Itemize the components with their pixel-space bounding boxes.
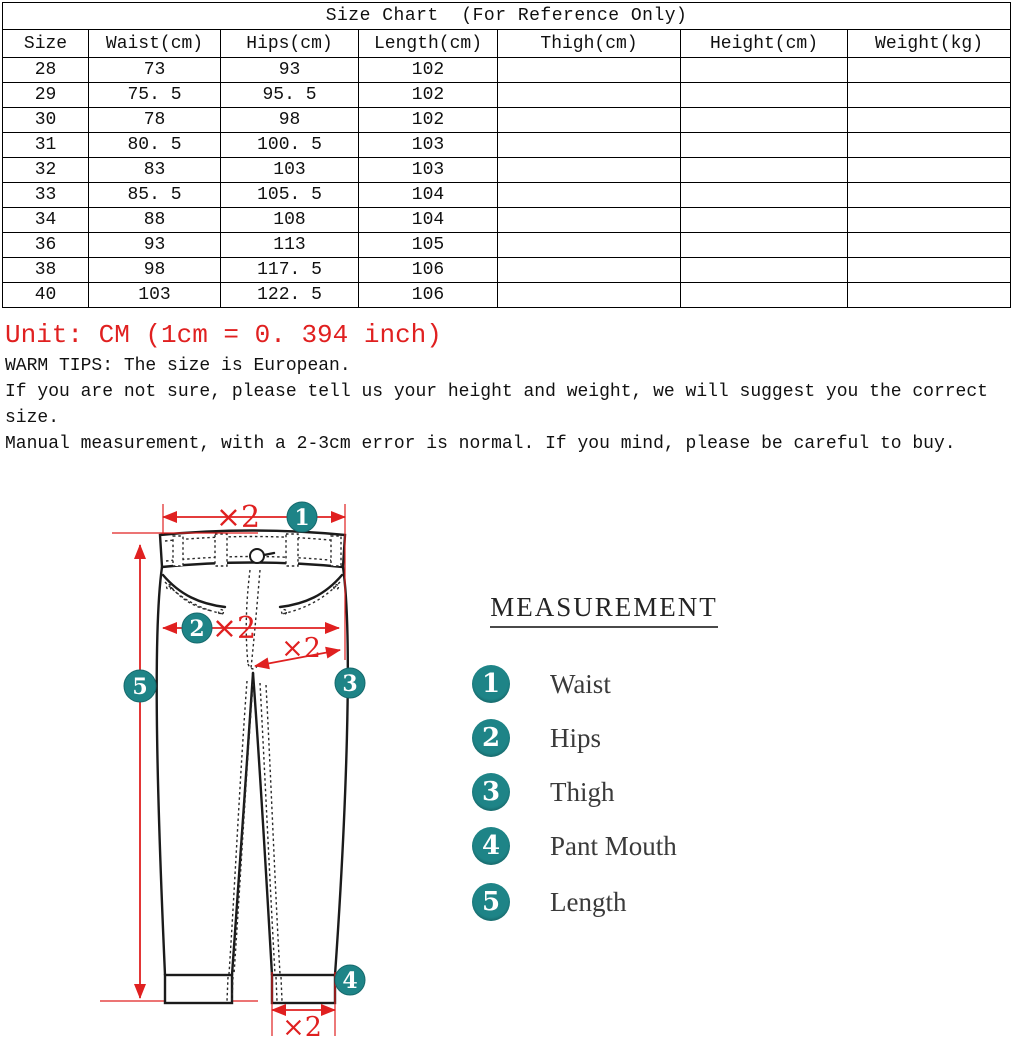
table-cell: 108 xyxy=(221,208,359,233)
table-cell xyxy=(498,83,681,108)
legend-item xyxy=(472,827,677,865)
table-cell: 122. 5 xyxy=(221,283,359,308)
table-cell xyxy=(681,58,848,83)
column-header: Waist(cm) xyxy=(89,30,221,58)
marker-5-number: 5 xyxy=(132,674,148,700)
table-cell xyxy=(848,158,1011,183)
waist-button xyxy=(250,549,264,563)
table-cell: 104 xyxy=(359,183,498,208)
table-cell xyxy=(848,133,1011,158)
table-cell xyxy=(498,133,681,158)
pant-mouth-multiplier-label: ×2 xyxy=(282,1012,322,1042)
table-cell xyxy=(498,183,681,208)
table-row xyxy=(3,233,1011,258)
table-cell xyxy=(681,83,848,108)
legend-item-label: Waist xyxy=(550,668,611,699)
table-row xyxy=(3,158,1011,183)
table-cell: 103 xyxy=(89,283,221,308)
column-header: Length(cm) xyxy=(359,30,498,58)
column-header: Hips(cm) xyxy=(221,30,359,58)
table-cell: 80. 5 xyxy=(89,133,221,158)
table-cell: 30 xyxy=(3,108,89,133)
hips-multiplier-label: ×2 xyxy=(211,611,257,646)
tip-sizing: If you are not sure, please tell us your height and weight, we will suggest you the correct size. xyxy=(5,382,988,428)
table-cell xyxy=(498,233,681,258)
table-title: Size Chart (For Reference Only) xyxy=(3,3,1011,30)
table-cell xyxy=(681,233,848,258)
table-header-row xyxy=(3,30,1011,58)
table-cell: 100. 5 xyxy=(221,133,359,158)
table-cell xyxy=(848,233,1011,258)
marker-3-number: 3 xyxy=(342,671,358,697)
table-row xyxy=(3,208,1011,233)
table-cell xyxy=(681,183,848,208)
table-cell: 38 xyxy=(3,258,89,283)
marker-4-number: 4 xyxy=(342,968,358,994)
legend-number-badge: 1 xyxy=(472,665,510,703)
table-cell: 93 xyxy=(89,233,221,258)
table-cell: 32 xyxy=(3,158,89,183)
legend-item-label: Length xyxy=(550,886,627,917)
table-cell xyxy=(498,58,681,83)
table-cell: 31 xyxy=(3,133,89,158)
pants-drawing xyxy=(157,531,348,1004)
table-cell xyxy=(848,108,1011,133)
unit-note: Unit: CM (1cm = 0. 394 inch) xyxy=(5,320,442,350)
marker-2-number: 2 xyxy=(189,616,205,642)
pants-fill xyxy=(157,531,348,1004)
size-table xyxy=(2,2,1011,308)
table-cell: 106 xyxy=(359,258,498,283)
table-cell xyxy=(498,258,681,283)
legend-number-badge: 5 xyxy=(472,883,510,921)
table-cell xyxy=(848,58,1011,83)
waist-multiplier-label: ×2 xyxy=(215,500,261,535)
table-cell xyxy=(681,258,848,283)
legend-item-label: Pant Mouth xyxy=(550,830,677,861)
table-cell: 103 xyxy=(359,158,498,183)
table-cell: 83 xyxy=(89,158,221,183)
table-cell: 29 xyxy=(3,83,89,108)
table-cell: 40 xyxy=(3,283,89,308)
table-row xyxy=(3,183,1011,208)
table-cell xyxy=(848,83,1011,108)
table-cell: 93 xyxy=(221,58,359,83)
table-row xyxy=(3,258,1011,283)
table-cell: 88 xyxy=(89,208,221,233)
table-cell xyxy=(498,158,681,183)
belt-loop xyxy=(286,534,298,566)
legend-item xyxy=(472,883,626,921)
table-cell xyxy=(681,208,848,233)
pants-measurement-diagram xyxy=(88,488,454,1042)
table-title-row xyxy=(3,3,1011,30)
table-cell: 73 xyxy=(89,58,221,83)
table-cell: 105 xyxy=(359,233,498,258)
column-header: Height(cm) xyxy=(681,30,848,58)
belt-loop xyxy=(173,536,183,566)
table-cell: 98 xyxy=(221,108,359,133)
belt-loop xyxy=(331,536,341,566)
table-cell xyxy=(498,283,681,308)
table-cell xyxy=(498,208,681,233)
legend-heading: MEASUREMENT xyxy=(490,592,718,628)
table-cell xyxy=(498,108,681,133)
column-header: Thigh(cm) xyxy=(498,30,681,58)
table-cell: 95. 5 xyxy=(221,83,359,108)
table-row xyxy=(3,283,1011,308)
column-header: Weight(kg) xyxy=(848,30,1011,58)
legend-number-badge: 4 xyxy=(472,827,510,865)
left-cuff xyxy=(165,975,232,1003)
thigh-multiplier-label: ×2 xyxy=(281,633,321,664)
table-cell: 113 xyxy=(221,233,359,258)
legend-item-label: Hips xyxy=(550,722,602,753)
table-cell: 117. 5 xyxy=(221,258,359,283)
legend-number-badge: 3 xyxy=(472,773,510,811)
table-cell: 103 xyxy=(359,133,498,158)
tip-measurement: Manual measurement, with a 2-3cm error is normal. If you mind, please be careful to buy. xyxy=(5,434,956,454)
legend-item xyxy=(472,773,615,811)
tip-warm: WARM TIPS: The size is European. xyxy=(5,356,351,376)
table-cell: 78 xyxy=(89,108,221,133)
table-cell: 98 xyxy=(89,258,221,283)
table-cell: 103 xyxy=(221,158,359,183)
table-row xyxy=(3,108,1011,133)
table-cell xyxy=(681,283,848,308)
table-row xyxy=(3,58,1011,83)
table-cell xyxy=(848,283,1011,308)
warm-tips xyxy=(5,353,1009,457)
table-cell xyxy=(681,158,848,183)
belt-loop xyxy=(215,534,227,566)
table-cell xyxy=(848,183,1011,208)
table-cell: 105. 5 xyxy=(221,183,359,208)
legend-number-badge: 2 xyxy=(472,719,510,757)
legend-item-label: Thigh xyxy=(550,776,615,807)
marker-1-number: 1 xyxy=(294,505,310,531)
table-cell: 75. 5 xyxy=(89,83,221,108)
table-cell: 33 xyxy=(3,183,89,208)
table-cell: 28 xyxy=(3,58,89,83)
legend-item xyxy=(472,665,611,703)
table-cell: 106 xyxy=(359,283,498,308)
table-cell: 85. 5 xyxy=(89,183,221,208)
table-row xyxy=(3,133,1011,158)
table-cell: 36 xyxy=(3,233,89,258)
table-row xyxy=(3,83,1011,108)
table-cell: 34 xyxy=(3,208,89,233)
table-cell: 102 xyxy=(359,58,498,83)
table-cell xyxy=(681,133,848,158)
table-cell: 102 xyxy=(359,83,498,108)
table-cell xyxy=(848,258,1011,283)
table-cell xyxy=(681,108,848,133)
table-cell: 104 xyxy=(359,208,498,233)
table-cell: 102 xyxy=(359,108,498,133)
table-cell xyxy=(848,208,1011,233)
column-header: Size xyxy=(3,30,89,58)
legend-item xyxy=(472,719,601,757)
